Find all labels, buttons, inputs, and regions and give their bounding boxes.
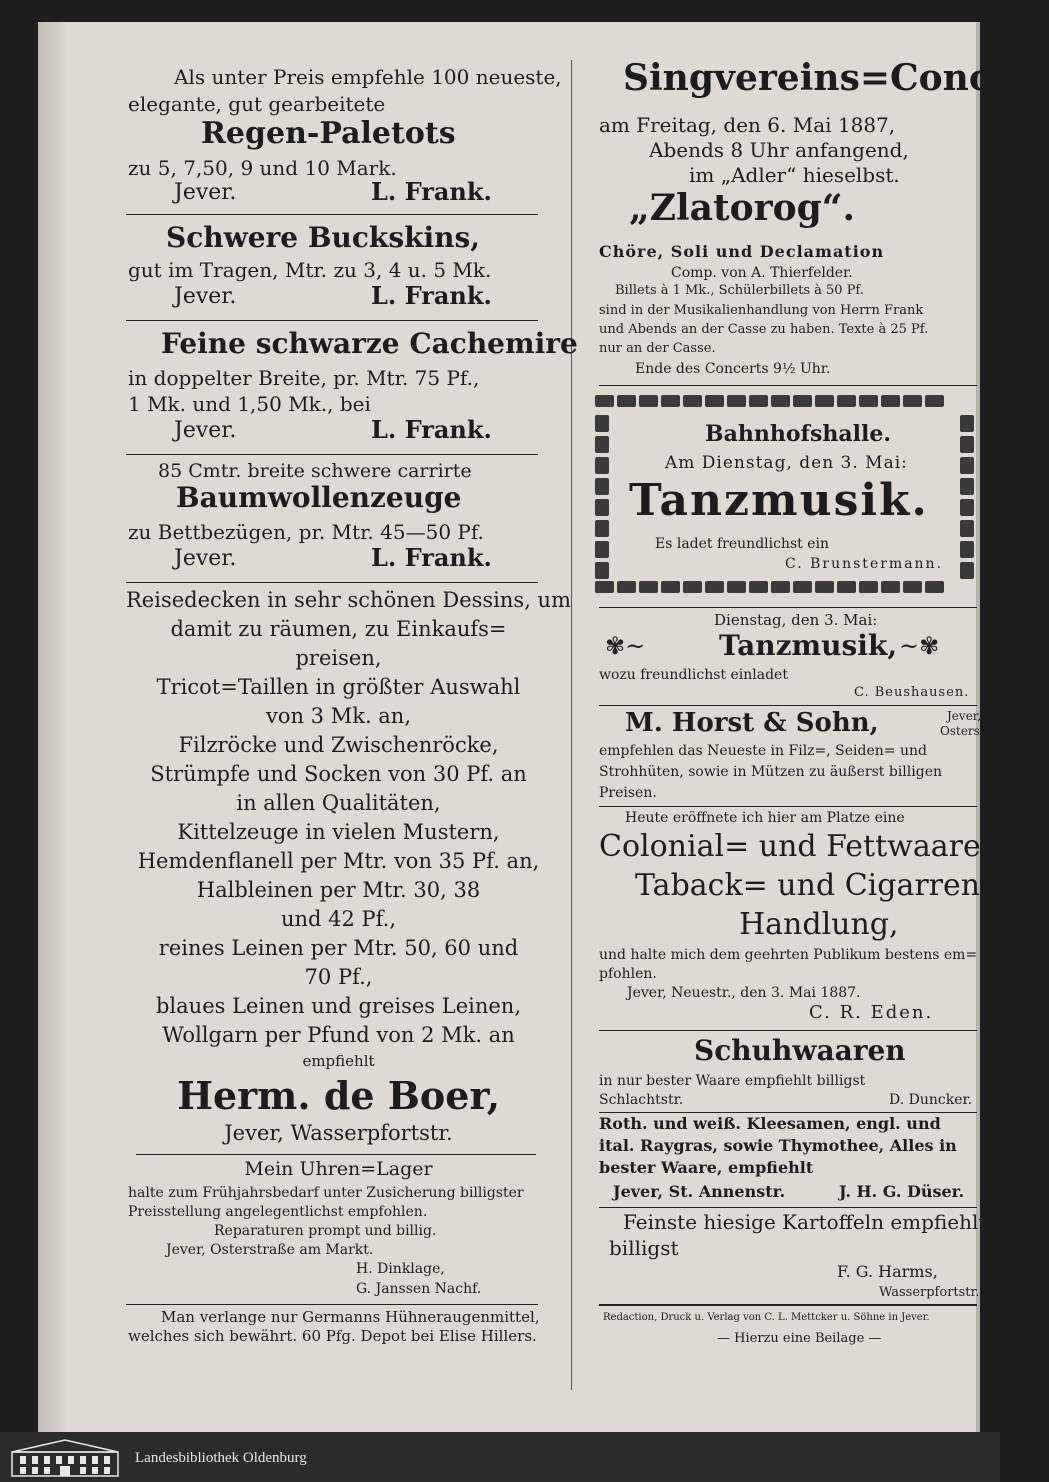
separator-rule (599, 806, 977, 807)
ad7-line1: Roth. und weiß. Kleesamen, engl. und (599, 1114, 941, 1133)
ad1-merchant: L. Frank. (371, 177, 492, 206)
separator-rule (599, 705, 977, 706)
bahnhofshalle-tanzmusik: Tanzmusik. (629, 475, 929, 526)
ad5-merchant: Herm. de Boer, (177, 1073, 500, 1118)
ad7-line2: welches sich bewährt. 60 Pfg. Depot bei Elise Hillers. (128, 1327, 537, 1345)
ad8-merchant: F. G. Harms, (837, 1262, 938, 1281)
separator-rule-double (599, 1304, 977, 1306)
ad2-merchant: L. Frank. (371, 281, 492, 310)
concert-time: Abends 8 Uhr anfangend, (649, 138, 909, 162)
ad3-host: C. Beushausen. (854, 685, 970, 700)
separator-rule (136, 1154, 536, 1155)
newspaper-page (38, 22, 1049, 1432)
ad6-line3: Preisstellung angelegentlichst empfohlen. (128, 1204, 428, 1220)
ad1-line1: Als unter Preis empfehle 100 neueste, (174, 65, 562, 89)
ad4-addr1: Jever, (947, 709, 982, 723)
page-gutter-shadow (38, 22, 68, 1432)
ad5-line: Strümpfe und Socken von 30 Pf. an (150, 762, 527, 786)
separator-rule (126, 582, 538, 583)
ad4-merchant: M. Horst & Sohn, (625, 708, 879, 738)
ad7-line3: bester Waare, empfiehlt (599, 1158, 814, 1177)
ad7-place: Jever, St. Annenstr. (613, 1182, 786, 1201)
ad4-line2: Strohhüten, sowie in Mützen zu äußerst billigen (599, 764, 943, 780)
concert-date: am Freitag, den 6. Mai 1887, (599, 113, 896, 137)
ad5-line: 70 Pf., (304, 965, 373, 989)
ad5-business1: Colonial= und Fettwaaren=, (599, 829, 1035, 864)
ad3-place: Jever. (174, 418, 237, 443)
ad4-line1: empfehlen das Neueste in Filz=, Seiden= und (599, 743, 927, 759)
concert-sales1: sind in der Musikalienhandlung von Herrn Frank (599, 303, 924, 318)
separator-rule (599, 1112, 977, 1113)
ad7-merchant: J. H. G. Düser. (839, 1182, 965, 1201)
ad5-line: reines Leinen per Mtr. 50, 60 und (158, 936, 519, 960)
column-divider (571, 60, 572, 1390)
ad3-invite: wozu freundlichst einladet (599, 667, 788, 683)
ad5-line5: und halte mich dem geehrten Publikum bestens em= (599, 947, 978, 963)
ad5-line: in allen Qualitäten, (236, 791, 441, 815)
ad3-headline: Feine schwarze Cachemire (161, 327, 578, 360)
ad5-line: Hemdenflanell per Mtr. von 35 Pf. an, (137, 849, 540, 873)
ad5-line: und 42 Pf., (280, 907, 397, 931)
ad3-merchant: L. Frank. (371, 415, 492, 444)
ad4-place: Jever. (174, 546, 237, 571)
ad6-line1: in nur bester Waare empfiehlt billigst (599, 1073, 866, 1089)
ad5-recommends: empfiehlt (302, 1052, 375, 1070)
ad1-place: Jever. (174, 180, 237, 205)
ad8-address: Wasserpfortstr. (879, 1285, 980, 1300)
concert-composer: Comp. von A. Thierfelder. (671, 265, 853, 281)
concert-work: „Zlatorog“. (629, 187, 856, 229)
ad6-line4: Reparaturen prompt und billig. (214, 1223, 437, 1239)
separator-rule (126, 1304, 538, 1305)
ad1-line4: zu 5, 7,50, 9 und 10 Mark. (128, 156, 397, 180)
imprint-publisher: Redaction, Druck u. Verlag von C. L. Mettcker u. Söhne in Jever. (603, 1312, 930, 1323)
ad3-line3: 1 Mk. und 1,50 Mk., bei (128, 392, 371, 416)
ad5-line6: pfohlen. (599, 966, 657, 982)
ad5-line: blaues Leinen und greises Leinen, (155, 994, 522, 1018)
ad5-line: Tricot=Taillen in größter Auswahl (156, 675, 521, 699)
ad5-address: Jever, Wasserpfortstr. (224, 1121, 453, 1145)
ad5-line: damit zu räumen, zu Einkaufs= (170, 617, 507, 641)
ad6-street: Schlachtstr. (599, 1092, 684, 1108)
ad2-line2: gut im Tragen, Mtr. zu 3, 4 u. 5 Mk. (128, 258, 492, 282)
ad6-merchant: D. Duncker. (889, 1092, 973, 1108)
ad1-line2: elegante, gut gearbeitete (128, 92, 386, 116)
ad8-line1: Feinste hiesige Kartoffeln empfiehlt (623, 1210, 987, 1234)
ad4-addr2: Osterstr. (940, 724, 993, 738)
concert-sales2: und Abends an der Casse zu haben. Texte à 25 Pf. (599, 322, 929, 337)
ad5-line: Kittelzeuge in vielen Mustern, (177, 820, 500, 844)
separator-rule (599, 607, 977, 608)
ad5-intro: Heute eröffnete ich hier am Platze eine (625, 810, 905, 826)
concert-sales3: nur an der Casse. (599, 341, 716, 356)
ad6-title: Mein Uhren=Lager (244, 1158, 433, 1180)
bahnhofshalle-invite: Es ladet freundlichst ein (655, 536, 830, 552)
ad1-headline: Regen-Paletots (201, 116, 456, 151)
bahnhofshalle-title: Bahnhofshalle. (705, 421, 891, 447)
ad4-headline: Baumwollenzeuge (176, 481, 462, 514)
ad2-place: Jever. (174, 284, 237, 309)
ad5-business3: Handlung, (739, 907, 899, 942)
separator-rule (599, 1030, 977, 1031)
left-column (126, 22, 578, 1432)
concert-tickets: Billets à 1 Mk., Schülerbillets à 50 Pf. (615, 283, 864, 298)
ad6-title: Schuhwaaren (694, 1034, 906, 1067)
bahnhofshalle-date: Am Dienstag, den 3. Mai: (665, 453, 908, 473)
ad6-name1: H. Dinklage, (356, 1261, 445, 1277)
ad7-line2: ital. Raygras, sowie Thymothee, Alles in (599, 1136, 957, 1155)
separator-rule (599, 1207, 977, 1208)
library-name: Landesbibliothek Oldenburg (135, 1450, 307, 1466)
ad5-line: von 3 Mk. an, (265, 704, 412, 728)
ad8-line2: billigst (609, 1236, 679, 1260)
ad7-line1: Man verlange nur Germanns Hühneraugenmittel, (161, 1308, 540, 1326)
ad4-line3: Preisen. (599, 785, 657, 801)
concert-program: Chöre, Soli und Declamation (599, 242, 885, 261)
concert-venue: im „Adler“ hieselbst. (689, 163, 900, 187)
bahnhofshalle-host: C. Brunstermann. (785, 556, 944, 572)
ornament-left: ✾~ (605, 632, 646, 660)
ad4-line1: 85 Cmtr. breite schwere carrirte (158, 460, 472, 482)
concert-title: Singvereins=Concert (623, 57, 1049, 99)
ad3-tanzmusik: Tanzmusik, (719, 629, 898, 662)
ad5-line: Filzröcke und Zwischenröcke, (178, 733, 499, 757)
ad5-line: Reisedecken in sehr schönen Dessins, um (126, 588, 571, 612)
ornament-right: ~✾ (899, 632, 940, 660)
ad5-date: Jever, Neuestr., den 3. Mai 1887. (627, 985, 861, 1001)
ad6-line2: halte zum Frühjahrsbedarf unter Zusicherung billigster (128, 1185, 524, 1201)
ad2-headline: Schwere Buckskins, (166, 221, 481, 254)
ad6-name2: G. Janssen Nachf. (356, 1281, 482, 1297)
library-building-logo-icon (10, 1438, 120, 1482)
concert-end: Ende des Concerts 9½ Uhr. (635, 361, 831, 377)
ad4-merchant: L. Frank. (371, 543, 492, 572)
separator-rule (126, 214, 538, 215)
ad6-line5: Jever, Osterstraße am Markt. (166, 1242, 374, 1258)
ad5-line: Halbleinen per Mtr. 30, 38 (196, 878, 481, 902)
ad3-line2: in doppelter Breite, pr. Mtr. 75 Pf., (128, 366, 480, 390)
ad5-business2: Taback= und Cigarren= (635, 868, 1006, 903)
right-column-lower (599, 22, 1035, 1432)
ad4-line3: zu Bettbezügen, pr. Mtr. 45—50 Pf. (128, 520, 484, 544)
ad3-date: Dienstag, den 3. Mai: (714, 611, 878, 629)
separator-rule (126, 320, 538, 321)
separator-rule (126, 454, 538, 455)
ad5-line: preisen, (295, 646, 382, 670)
imprint-supplement: — Hierzu eine Beilage — (717, 1331, 882, 1346)
ad5-merchant: C. R. Eden. (809, 1002, 934, 1023)
ad5-line: Wollgarn per Pfund von 2 Mk. an (162, 1023, 515, 1047)
